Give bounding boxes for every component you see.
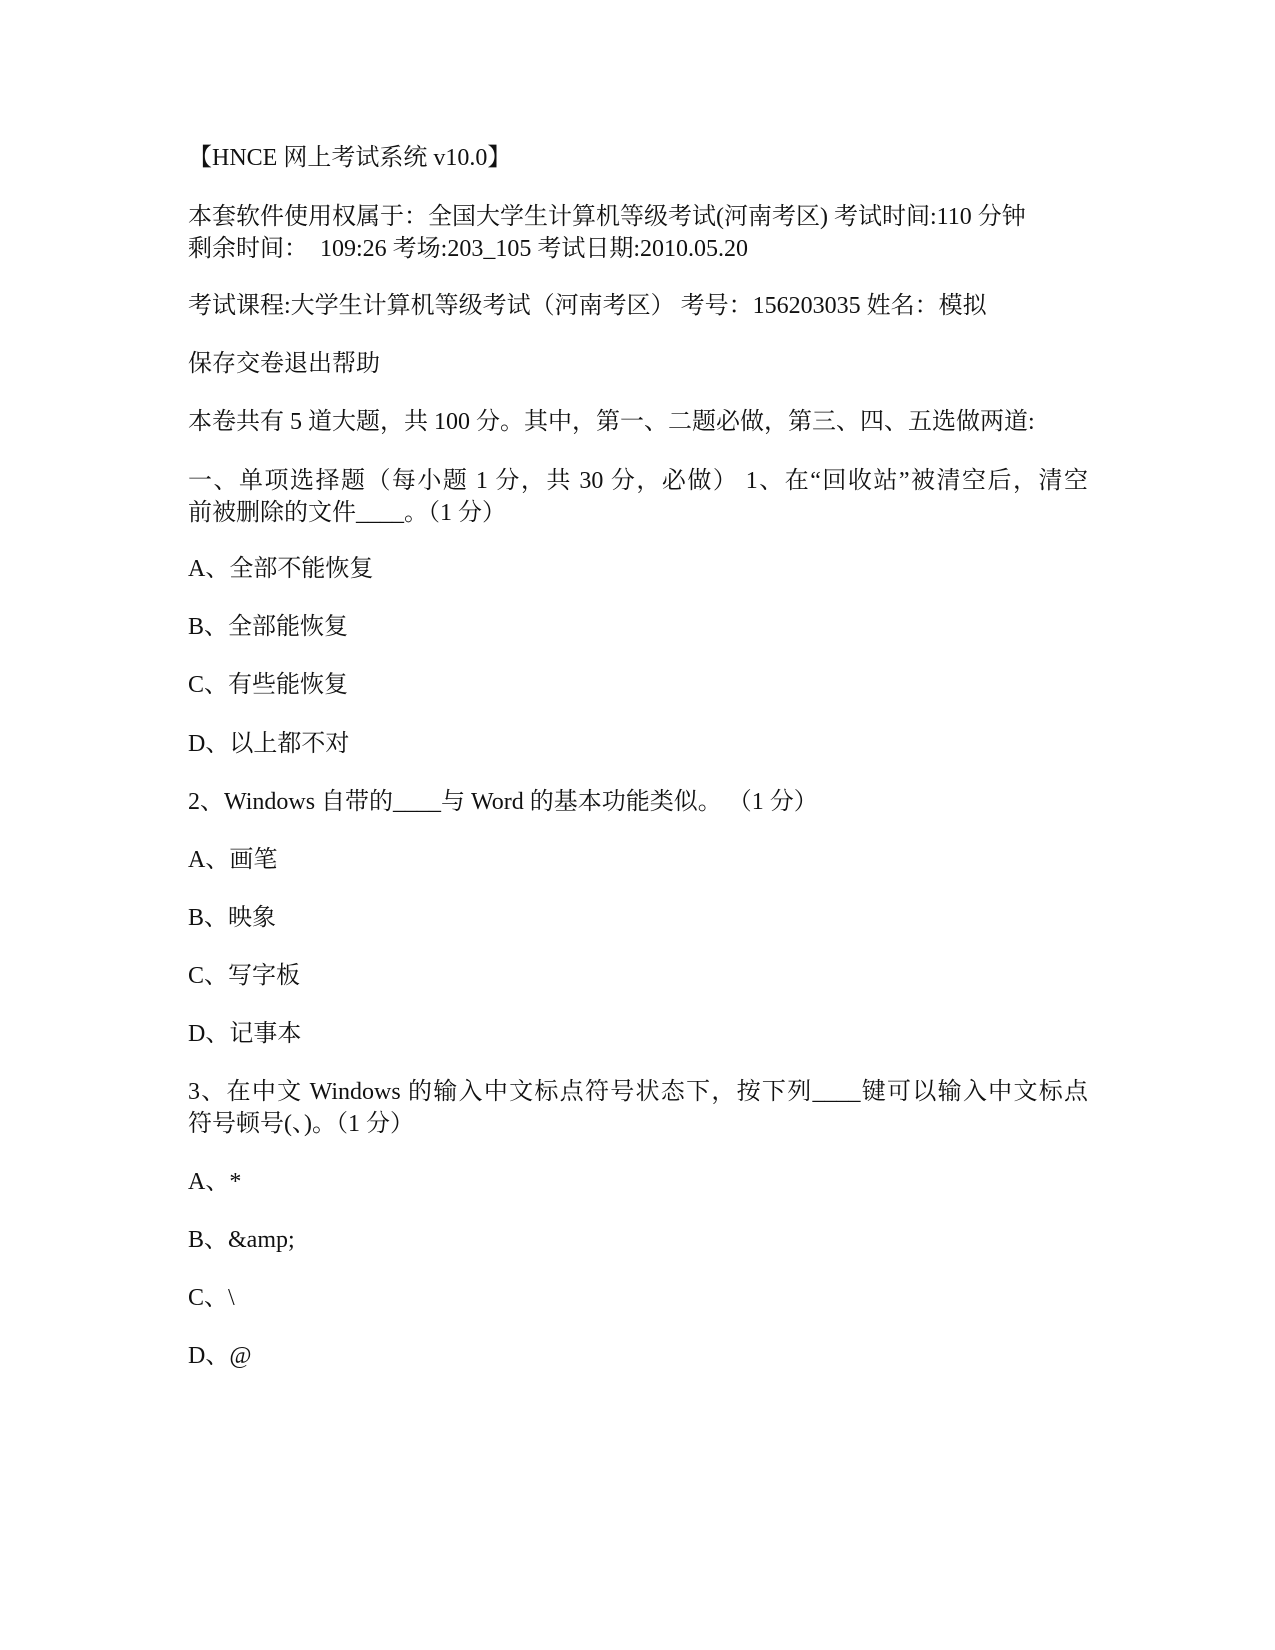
q2-stem: 2、Windows 自带的____与 Word 的基本功能类似。 （1 分） — [188, 789, 818, 815]
q3-stem-line1: 3、在中文 Windows 的输入中文标点符号状态下，按下列____键可以输入中文标点 — [188, 1079, 1088, 1105]
q2-option-b: B、映象 — [188, 905, 277, 931]
time-line: 剩余时间： 109:26 考场:203_105 考试日期:2010.05.20 — [188, 236, 749, 262]
q2-option-c: C、写字板 — [188, 963, 301, 989]
system-title: 【HNCE 网上考试系统 v10.0】 — [188, 145, 512, 171]
paper-intro: 本卷共有 5 道大题，共 100 分。其中，第一、二题必做，第三、四、五选做两道: — [188, 409, 1035, 435]
q2-option-a: A、画笔 — [188, 847, 278, 873]
q3-option-d: D、@ — [188, 1343, 252, 1369]
q1-option-b: B、全部能恢复 — [188, 614, 349, 640]
q3-option-b: B、&amp; — [188, 1227, 295, 1253]
section1-heading-line2: 前被删除的文件____。（1 分） — [188, 500, 506, 526]
q3-option-c: C、\ — [188, 1285, 235, 1311]
q1-option-c: C、有些能恢复 — [188, 672, 349, 698]
rights-line: 本套软件使用权属于：全国大学生计算机等级考试(河南考区) 考试时间:110 分钟 — [188, 204, 1026, 230]
q1-option-a: A、全部不能恢复 — [188, 556, 374, 582]
course-line: 考试课程:大学生计算机等级考试（河南考区） 考号：156203035 姓名：模拟 — [188, 293, 987, 319]
q3-option-a: A、* — [188, 1169, 242, 1195]
actions-line: 保存交卷退出帮助 — [188, 351, 380, 377]
section1-heading-line1: 一、单项选择题（每小题 1 分，共 30 分，必做） 1、在“回收站”被清空后，清空 — [188, 468, 1088, 494]
q2-option-d: D、记事本 — [188, 1021, 302, 1047]
q1-option-d: D、以上都不对 — [188, 731, 350, 757]
q3-stem-line2: 符号顿号(、)。（1 分） — [188, 1111, 414, 1137]
